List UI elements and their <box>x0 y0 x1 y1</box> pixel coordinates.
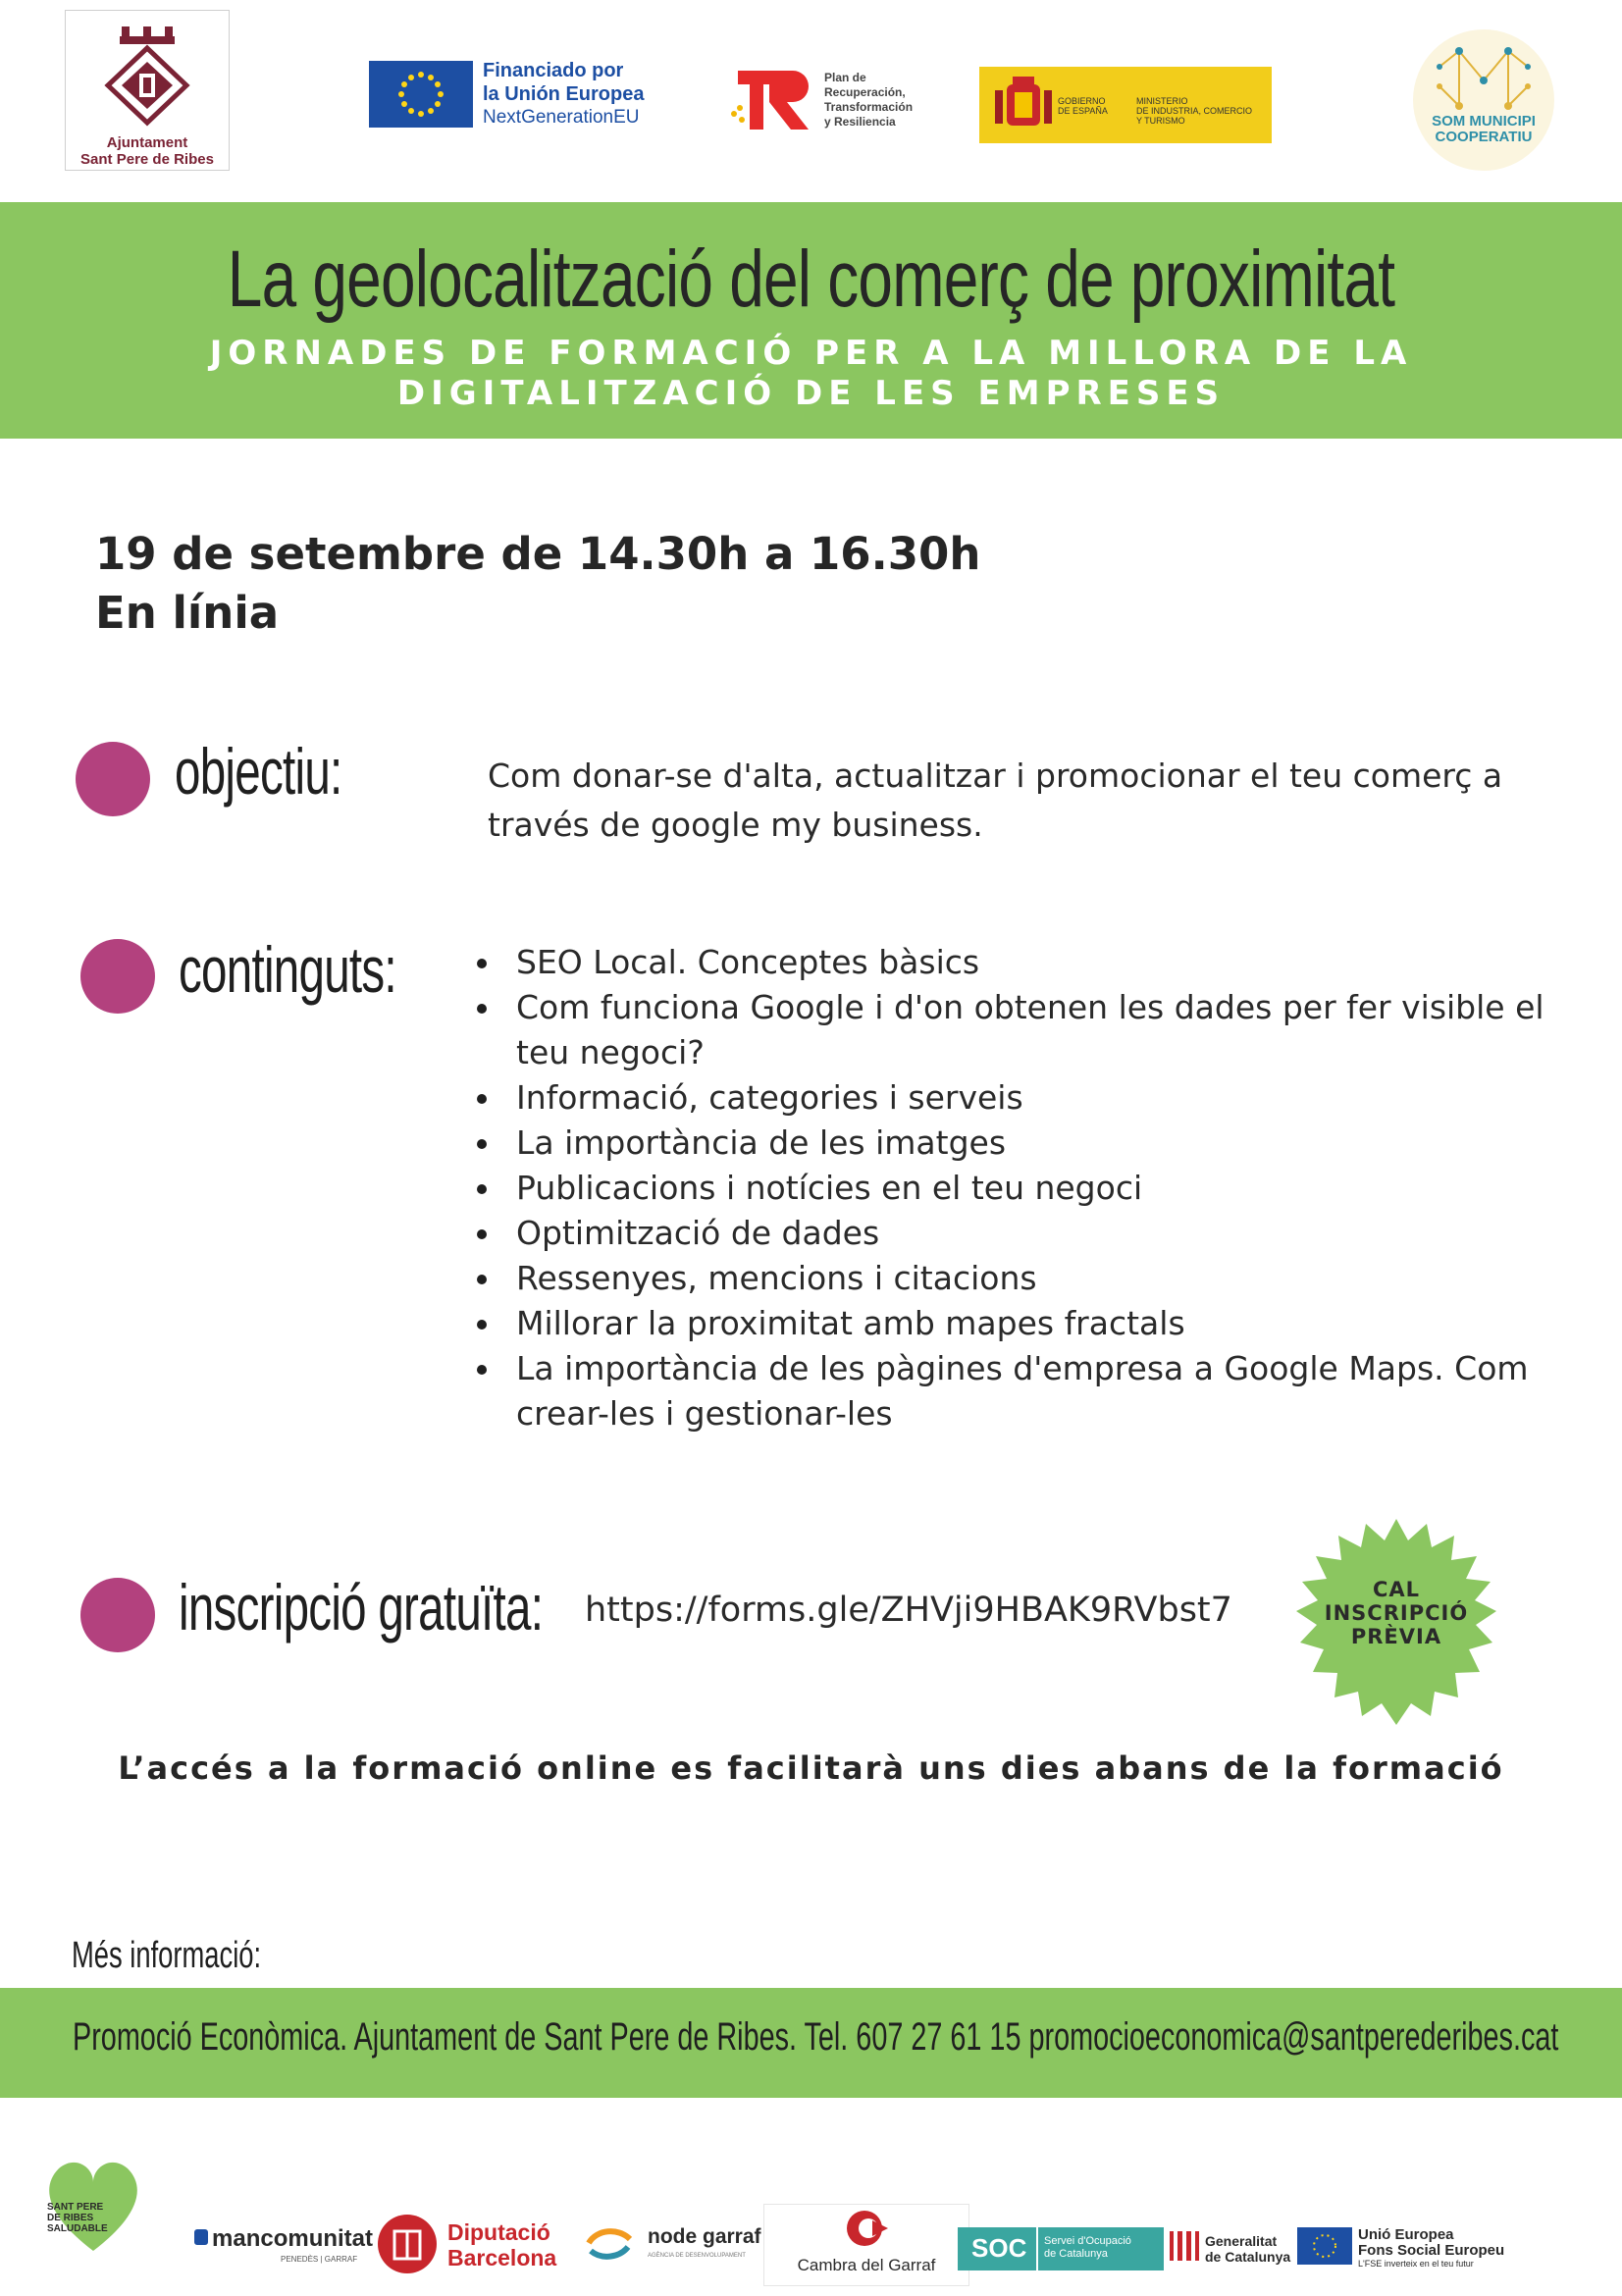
eu-logo-line3: NextGenerationEU <box>483 107 640 128</box>
subtitle-line1: JORNADES DE FORMACIÓ PER A LA MILLORA DE LA <box>209 334 1413 373</box>
mancomunitat-logo <box>194 2225 374 2269</box>
list-item: Informació, categories i serveis <box>485 1075 1564 1121</box>
ajuntament-logo <box>65 10 230 171</box>
objectiu-text: Com donar-se d'alta, actualitzar i promocionar el teu comerç a través de google my business. <box>488 757 1503 844</box>
page-title: La geolocalització del comerç de proximitat <box>227 235 1395 324</box>
ajuntament-logo-line1: Ajuntament <box>106 134 188 151</box>
continguts-list <box>485 940 1564 1436</box>
cambra-garraf-logo <box>763 2204 969 2286</box>
eu-logo-line2: la Unión Europea <box>483 83 645 105</box>
list-item: Com funciona Google i d'on obtenen les dades per fer visible el teu negoci? <box>485 985 1564 1075</box>
som-line2: COOPERATIU <box>1435 129 1533 145</box>
ministerio-line1: MINISTERIO <box>1136 96 1188 106</box>
prtr-line3: Transformación <box>824 100 914 114</box>
continguts-label: continguts: <box>179 933 396 1006</box>
badge-line3: PRÈVIA <box>1350 1625 1442 1648</box>
soc-logo <box>958 2227 1164 2270</box>
eu-flag-small-icon <box>1297 2227 1352 2265</box>
saludable-line1: SANT PERE <box>47 2202 104 2213</box>
generalitat-line2: de Catalunya <box>1205 2249 1291 2265</box>
registration-link[interactable]: https://forms.gle/ZHVji9HBAK9RVbst7 <box>585 1591 1232 1630</box>
mancomunitat-icon <box>194 2229 208 2245</box>
gobierno-ministerio-logo <box>979 67 1272 143</box>
eu-flag-icon <box>369 61 473 128</box>
inscripcio-bullet-dot <box>80 1578 155 1652</box>
generalitat-logo <box>1170 2231 1297 2270</box>
eu-nextgeneration-logo <box>369 57 663 131</box>
ministerio-line3: Y TURISMO <box>1136 116 1185 126</box>
page-subtitle <box>0 334 1622 414</box>
prtr-line2: Recuperación, <box>824 85 906 99</box>
prtr-line4: y Resiliencia <box>824 115 896 129</box>
senyera-icon <box>1170 2231 1199 2261</box>
list-item: Ressenyes, mencions i citacions <box>485 1256 1564 1301</box>
inscripcio-label: inscripció gratuïta: <box>179 1571 544 1644</box>
coat-of-arms-icon <box>100 23 194 129</box>
diputacio-line2: Barcelona <box>447 2245 557 2270</box>
prtr-line1: Plan de <box>824 71 866 84</box>
list-item: SEO Local. Conceptes bàsics <box>485 940 1564 985</box>
som-line1: SOM MUNICIPI <box>1432 113 1536 130</box>
network-m-icon <box>1430 37 1538 116</box>
node-name: node garraf <box>648 2225 761 2248</box>
list-item: Millorar la proximitat amb mapes fractals <box>485 1301 1564 1346</box>
saludable-line2: DE RIBES <box>47 2213 94 2223</box>
continguts-bullet-dot <box>80 939 155 1014</box>
ue-line1: Unió Europea <box>1358 2226 1454 2243</box>
ue-line2: Fons Social Europeu <box>1358 2242 1505 2259</box>
gobierno-line2: DE ESPAÑA <box>1058 106 1108 116</box>
diputacio-line1: Diputació <box>447 2219 550 2245</box>
mancomunitat-name: mancomunitat <box>212 2225 374 2252</box>
list-item: La importància de les imatges <box>485 1121 1564 1166</box>
diputacio-barcelona-logo <box>377 2214 563 2276</box>
online-access-note: L’accés a la formació online es facilitarà uns dies abans de la formació <box>118 1749 1504 1787</box>
sant-pere-saludable-logo <box>39 2149 147 2257</box>
ue-line3: L'FSE inverteix en el teu futur <box>1358 2259 1474 2269</box>
event-date-block <box>95 525 980 643</box>
objectiu-bullet-dot <box>76 742 150 816</box>
saludable-line3: SALUDABLE <box>47 2223 108 2234</box>
cambra-c-icon <box>843 2209 892 2248</box>
gobierno-line1: GOBIERNO <box>1058 96 1106 106</box>
list-item: Publicacions i notícies en el teu negoci <box>485 1166 1564 1211</box>
objectiu-label: objectiu: <box>175 735 342 808</box>
diputacio-seal-icon <box>377 2214 438 2274</box>
soc-sub2: de Catalunya <box>1044 2248 1108 2260</box>
som-municipi-cooperatiu-logo <box>1413 29 1554 171</box>
badge-line1: CAL <box>1372 1578 1421 1601</box>
list-item: La importància de les pàgines d'empresa a Google Maps. Com crear-les i gestionar-les <box>485 1346 1564 1436</box>
more-info-label: Més informació: <box>72 1935 262 1976</box>
ue-fse-logo <box>1297 2227 1523 2274</box>
spain-shield-icon <box>989 71 1058 139</box>
ministerio-line2: DE INDUSTRIA, COMERCIO <box>1136 106 1253 116</box>
cambra-name: Cambra del Garraf <box>797 2256 936 2274</box>
badge-line2: INSCRIPCIÓ <box>1324 1601 1469 1625</box>
soc-sub1: Servei d'Ocupació <box>1044 2235 1131 2247</box>
event-date: 19 de setembre de 14.30h a 16.30h <box>95 528 981 580</box>
badge-text <box>1293 1578 1499 1648</box>
prtr-logo <box>730 65 936 133</box>
generalitat-line1: Generalitat <box>1205 2233 1278 2249</box>
node-swirl-icon <box>585 2221 634 2261</box>
prtr-tr-icon <box>730 65 818 133</box>
subtitle-line2: DIGITALITZACIÓ DE LES EMPRESES <box>396 374 1226 413</box>
soc-name: SOC <box>971 2233 1027 2263</box>
ajuntament-logo-line2: Sant Pere de Ribes <box>80 151 214 168</box>
list-item: Optimització de dades <box>485 1211 1564 1256</box>
mancomunitat-sub: PENEDÈS | GARRAF <box>281 2255 358 2264</box>
node-sub: AGÈNCIA DE DESENVOLUPAMENT <box>648 2253 746 2259</box>
eu-logo-line1: Financiado por <box>483 60 624 81</box>
node-garraf-logo <box>585 2221 761 2270</box>
contact-line: Promoció Econòmica. Ajuntament de Sant Pere de Ribes. Tel. 607 27 61 15 promocioeconomica@santperederibes.cat <box>73 2015 1559 2059</box>
event-location: En línia <box>95 587 280 639</box>
